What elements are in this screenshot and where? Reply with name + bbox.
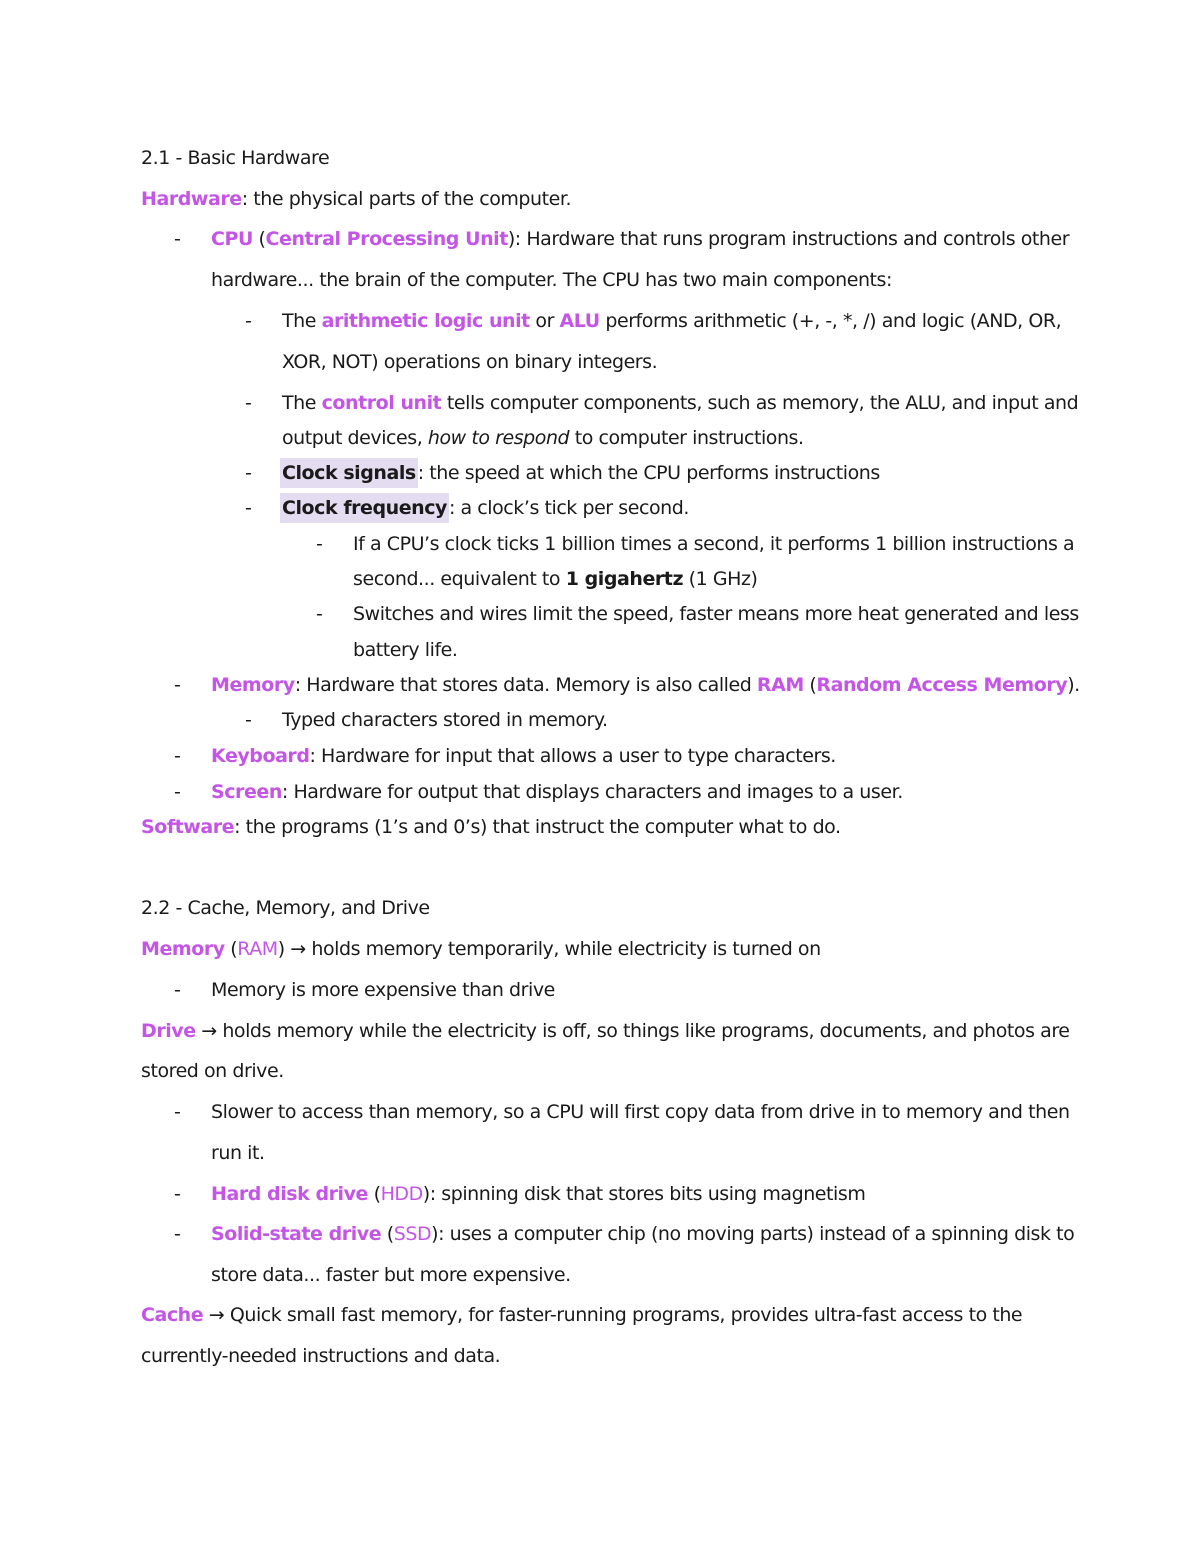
slower-line-2: run it. <box>211 1142 265 1164</box>
typed-characters: Typed characters stored in memory. <box>282 709 608 731</box>
software-text: : the programs (1’s and 0’s) that instruct the computer what to do. <box>234 816 841 838</box>
hardware-definition <box>141 187 571 211</box>
bullet: - <box>245 392 252 414</box>
term-cache: Cache <box>141 1304 204 1326</box>
control-unit-line-2 <box>282 426 804 450</box>
term-1-gigahertz: 1 gigahertz <box>565 568 684 590</box>
bullet: - <box>316 533 323 555</box>
bullet: - <box>174 745 181 767</box>
term-drive: Drive <box>141 1020 196 1042</box>
alu-definition-line-2: XOR, NOT) operations on binary integers. <box>282 351 658 373</box>
cache-definition-line-2: currently-needed instructions and data. <box>141 1345 501 1367</box>
bullet: - <box>174 979 181 1001</box>
control-text: tells computer components, such as memory, the ALU, and input and <box>441 392 1079 414</box>
memory-cost: Memory is more expensive than drive <box>211 979 555 1001</box>
drive-definition-line-2: stored on drive. <box>141 1060 284 1082</box>
term-ram: RAM <box>756 674 804 696</box>
slower-line-1: Slower to access than memory, so a CPU will first copy data from drive in to memory and then <box>211 1101 1070 1123</box>
clock-signals-text: : the speed at which the CPU performs instructions <box>417 462 880 484</box>
software-definition <box>141 815 841 839</box>
ghz-post: (1 GHz) <box>683 568 758 590</box>
term-screen: Screen <box>211 781 282 803</box>
term-ram: RAM <box>237 938 278 960</box>
alu-definition-line-1 <box>282 309 1061 333</box>
hdd-definition <box>211 1182 865 1206</box>
term-alu: ALU <box>559 310 600 332</box>
term-hardware: Hardware <box>141 188 242 210</box>
emphasis-how-to-respond: how to respond <box>427 427 570 449</box>
memory-text: : Hardware that stores data. Memory is also called <box>294 674 757 696</box>
cpu-definition-line-1 <box>211 227 1069 251</box>
cache-definition-line-1 <box>141 1303 1022 1327</box>
section-heading-2-2: 2.2 - Cache, Memory, and Drive <box>141 897 430 919</box>
bullet: - <box>245 497 252 519</box>
section-heading-2-1: 2.1 - Basic Hardware <box>141 147 330 169</box>
paren: ( <box>368 1183 381 1205</box>
drive-definition-line-1 <box>141 1019 1070 1043</box>
memory-ram-definition <box>141 937 821 961</box>
term-random-access-memory: Random Access Memory <box>816 674 1068 696</box>
term-cpu: CPU <box>211 228 253 250</box>
term-clock-signals: Clock signals <box>280 458 418 488</box>
screen-definition <box>211 780 903 804</box>
clock-frequency-text: : a clock’s tick per second. <box>448 497 689 519</box>
bullet: - <box>174 1101 181 1123</box>
control-post-2: to computer instructions. <box>569 427 804 449</box>
bullet: - <box>174 1223 181 1245</box>
term-control-unit: control unit <box>321 392 442 414</box>
control-unit-line-1 <box>282 391 1078 415</box>
term-hard-disk-drive: Hard disk drive <box>211 1183 368 1205</box>
memory-definition <box>211 673 1080 697</box>
bullet: - <box>174 228 181 250</box>
bullet: - <box>245 709 252 731</box>
clock-frequency-definition <box>282 496 689 520</box>
term-software: Software <box>141 816 235 838</box>
term-solid-state-drive: Solid-state drive <box>211 1223 382 1245</box>
keyboard-text: : Hardware for input that allows a user to type characters. <box>309 745 836 767</box>
paren: ( <box>252 228 266 250</box>
term-arithmetic-logic-unit: arithmetic logic unit <box>321 310 530 332</box>
cpu-text: ): Hardware that runs program instructions and controls other <box>507 228 1070 250</box>
bullet: - <box>174 674 181 696</box>
bullet: - <box>245 462 252 484</box>
ssd-text: ): uses a computer chip (no moving parts) instead of a spinning disk to <box>431 1223 1075 1245</box>
paren: ). <box>1067 674 1080 696</box>
paren: ( <box>803 674 817 696</box>
term-keyboard: Keyboard <box>211 745 310 767</box>
control-pre: The <box>282 392 322 414</box>
drive-text: → holds memory while the electricity is off, so things like programs, documents, and photos are <box>195 1020 1070 1042</box>
hdd-text: ): spinning disk that stores bits using magnetism <box>422 1183 866 1205</box>
control-pre-2: output devices, <box>282 427 428 449</box>
paren: ( <box>381 1223 394 1245</box>
memory-ram-text: ) → holds memory temporarily, while electricity is turned on <box>277 938 821 960</box>
ssd-definition-line-2: store data... faster but more expensive. <box>211 1264 571 1286</box>
hardware-text: : the physical parts of the computer. <box>241 188 572 210</box>
screen-text: : Hardware for output that displays characters and images to a user. <box>281 781 903 803</box>
bullet: - <box>174 1183 181 1205</box>
alu-mid: or <box>529 310 560 332</box>
cache-text: → Quick small fast memory, for faster-running programs, provides ultra-fast access to the <box>203 1304 1023 1326</box>
paren: ( <box>224 938 238 960</box>
term-memory: Memory <box>211 674 295 696</box>
switches-line-1: Switches and wires limit the speed, faster means more heat generated and less <box>353 603 1079 625</box>
cpu-definition-line-2: hardware... the brain of the computer. The CPU has two main components: <box>211 269 892 291</box>
term-hdd: HDD <box>380 1183 423 1205</box>
term-central-processing-unit: Central Processing Unit <box>265 228 508 250</box>
term-ssd: SSD <box>393 1223 432 1245</box>
term-clock-frequency: Clock frequency <box>280 493 449 523</box>
ghz-pre: second... equivalent to <box>353 568 566 590</box>
bullet: - <box>245 310 252 332</box>
keyboard-definition <box>211 744 836 768</box>
switches-line-2: battery life. <box>353 639 458 661</box>
alu-text: performs arithmetic (+, -, *, /) and logic (AND, OR, <box>599 310 1062 332</box>
ghz-line-1: If a CPU’s clock ticks 1 billion times a second, it performs 1 billion instructions a <box>353 533 1075 555</box>
alu-pre: The <box>282 310 322 332</box>
bullet: - <box>316 603 323 625</box>
bullet: - <box>174 781 181 803</box>
ghz-line-2 <box>353 567 757 591</box>
term-memory: Memory <box>141 938 225 960</box>
clock-signals-definition <box>282 461 880 485</box>
ssd-definition-line-1 <box>211 1222 1074 1246</box>
